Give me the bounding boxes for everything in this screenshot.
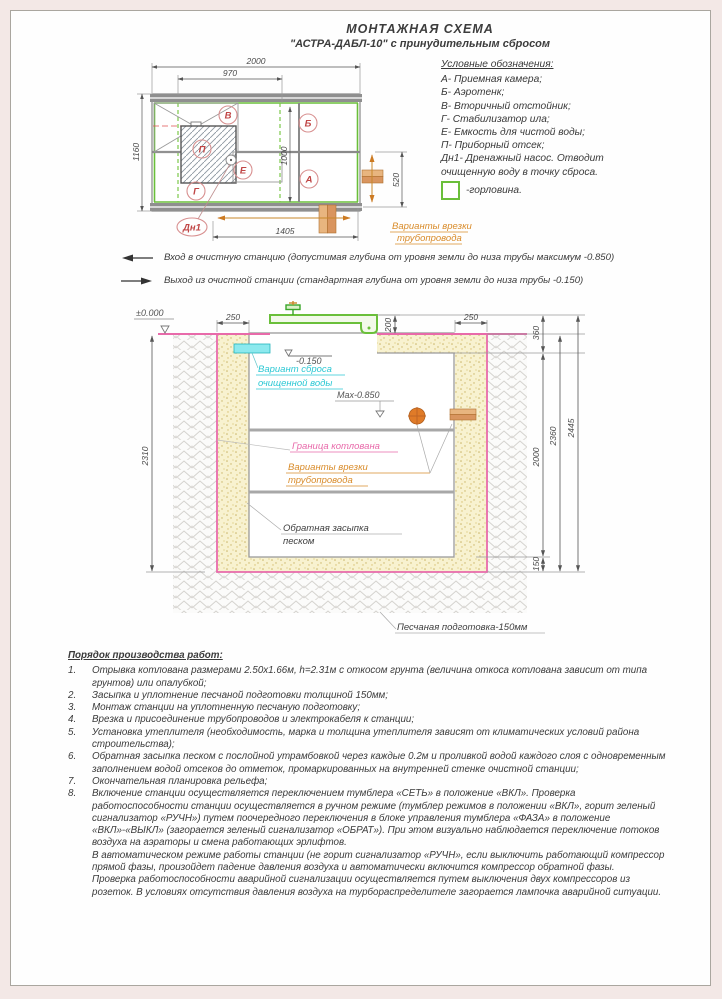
- level-max-text: Max-0.850: [337, 390, 380, 400]
- procedure-item8-paragraph2: В автоматическом режиме работы станции (не горит сигнализатор «РУЧН», если выключить работающий компрессор прямой фазы, произойдет падение давления воздуха и автоматически включится компрессор обратной фазы.: [92, 849, 665, 874]
- level-0150-text: -0.150: [296, 356, 322, 366]
- arrow-right-icon: [120, 276, 154, 286]
- legend-item-g: Г- Стабилизатор ила;: [441, 113, 550, 125]
- section-view: [134, 301, 585, 633]
- discharge-note-2: очищенной воды: [258, 378, 333, 389]
- legend-item-a: А- Приемная камера;: [441, 74, 543, 86]
- plan-view: [131, 56, 473, 244]
- label-g: Г: [193, 186, 199, 198]
- item-text: Включение станции осуществляется переключением тумблера «СЕТЬ» в положение «ВКЛ». Проверка работоспособности станции осуществляется в ручном режиме (тумблер режимов в положении «ВКЛ», горит зеленый сигнализатор «РУЧН») путем поочередного переключения в блоке управления тумблера «ФАЗА» в положение «ВКЛ»-«ВЫКЛ» (загорается зеленый сигнализатор «ОБРАТ»). При этом визуально наблюдается переключение потоков воздуха на аэраторы и смена работающих эрлифтов.: [92, 788, 660, 849]
- item-number: 8.: [68, 788, 77, 800]
- procedure-item: [68, 776, 668, 788]
- legend-gorlovina-row: [441, 181, 709, 200]
- label-p: П: [198, 144, 206, 156]
- item-number: 1.: [68, 665, 77, 677]
- section-dim-2000: 2000: [531, 447, 541, 467]
- item-number: 6.: [68, 751, 77, 763]
- inlet-pipe-horizontal: [450, 409, 476, 420]
- plan-dim-1405: 1405: [275, 226, 295, 236]
- section-dim-250-left: 250: [225, 312, 241, 322]
- procedure-item: [68, 727, 668, 752]
- plan-dim-970: 970: [222, 68, 238, 78]
- backfill-note-1: Обратная засыпка: [283, 523, 369, 534]
- outlet-note-row: [120, 275, 710, 286]
- item-number: 5.: [68, 726, 77, 738]
- item-text: Установка утеплителя (необходимость, марка и толщина утеплителя зависят от климатических условий района строительства);: [92, 726, 640, 751]
- item-text: Врезка и присоединение трубопроводов и электрокабеля к станции;: [92, 714, 415, 726]
- plan-outlet-pipe-bottom: [319, 205, 336, 233]
- sand-base-layer: [218, 557, 487, 572]
- legend-item-b: Б- Аэротенк;: [441, 87, 505, 99]
- plan-pipe-note-2: трубопровода: [397, 233, 462, 244]
- procedure-item: [68, 751, 668, 776]
- drawing-subtitle: "АСТРА-ДАБЛ-10" с принудительным сбросом: [289, 38, 551, 50]
- section-dim-360: 360: [531, 325, 541, 341]
- sand-backfill-right: [455, 334, 487, 570]
- procedure-item: [68, 788, 668, 849]
- label-a: А: [305, 174, 313, 186]
- item-number: 7.: [68, 775, 77, 787]
- vent-valve: [286, 301, 300, 315]
- arrow-left-icon: [120, 253, 154, 263]
- section-dim-2360: 2360: [548, 426, 558, 446]
- procedure-item8-paragraph3: Проверка работоспособности аварийной сигнализации осуществляется путем выключения двух компрессоров из розеток. В условиях отсутствия давления воздуха на турбораспределителе загорается лампочка аварийной ситуации.: [92, 874, 662, 898]
- legend-header: Условные обозначения:: [441, 59, 554, 70]
- drawing-title: МОНТАЖНАЯ СХЕМА: [346, 22, 494, 36]
- plan-dim-1000: 1000: [279, 146, 289, 166]
- section-dim-2445: 2445: [566, 418, 576, 438]
- work-procedure: [68, 650, 668, 899]
- inlet-note-text: Вход в очистную станцию (допустимая глубина от уровня земли до низа трубы максимум -0.850): [164, 252, 615, 263]
- title-block: [150, 22, 690, 50]
- tank-lid: [270, 315, 377, 333]
- legend-gorlovina-label: -горловина.: [466, 184, 522, 196]
- clean-water-discharge-pipe: [234, 344, 270, 353]
- plan-dim-1160: 1160: [131, 142, 141, 162]
- backfill-note-2: песком: [283, 536, 315, 547]
- legend-item-dn1-line2: очищенную воду в точку сброса.: [441, 166, 598, 178]
- item-text: Окончательная планировка рельефа;: [92, 775, 268, 787]
- label-dn1: Дн1: [183, 222, 201, 234]
- item-text: Обратная засыпка песком с послойной утрамбовкой через каждые 0.2м и проливкой водой каждого слоя с одновременным заполнением водой отсеков до отметок, промаркированных на внутренней стенке очистной станции;: [92, 751, 666, 775]
- item-text: Засыпка и уплотнение песчаной подготовки толщиной 150мм;: [92, 689, 388, 701]
- pit-boundary-note: Граница котлована: [292, 441, 380, 452]
- plan-dim-2000: 2000: [246, 56, 266, 66]
- section-dim-250-right: 250: [463, 312, 479, 322]
- section-dim-2310: 2310: [140, 446, 150, 466]
- procedure-header: Порядок производства работ:: [68, 650, 223, 661]
- item-number: 4.: [68, 714, 77, 726]
- item-text: Монтаж станции на уплотненную песчаную подготовку;: [92, 702, 361, 714]
- level-zero-text: ±0.000: [136, 308, 164, 318]
- legend-item-e: Е- Емкость для чистой воды;: [441, 127, 585, 139]
- label-b: Б: [304, 118, 312, 130]
- discharge-note-1: Вариант сброса: [258, 364, 332, 375]
- plan-pipe-note-1: Варианты врезки: [392, 221, 472, 232]
- inlet-note-row: [120, 252, 710, 263]
- gorlovina-swatch-icon: [441, 181, 460, 200]
- label-v: В: [224, 110, 232, 122]
- legend-item-dn1-line1: Дн1- Дренажный насос. Отводит: [441, 153, 604, 165]
- legend: [441, 58, 709, 200]
- item-text: Отрывка котлована размерами 2.50х1.66м, h=2.31м с откосом грунта (величина откоса котлована зависит от типа грунтов) или опалубкой;: [92, 665, 648, 689]
- procedure-item: [68, 665, 668, 690]
- section-dim-150: 150: [531, 556, 541, 572]
- sand-base-note: Песчаная подготовка-150мм: [397, 622, 528, 633]
- item-number: 3.: [68, 702, 77, 714]
- procedure-item: [68, 714, 668, 726]
- sand-backfill-left: [218, 334, 249, 570]
- legend-item-v: В- Вторичный отстойник;: [441, 100, 571, 112]
- pipe-variants-note-2: трубопровода: [288, 475, 353, 486]
- plan-dim-520: 520: [391, 172, 401, 188]
- legend-item-p: П- Приборный отсек;: [441, 140, 545, 152]
- procedure-item: [68, 690, 668, 702]
- label-e: Е: [239, 165, 247, 177]
- item-number: 2.: [68, 689, 77, 701]
- procedure-item: [68, 702, 668, 714]
- outlet-note-text: Выход из очистной станции (стандартная глубина от уровня земли до низа трубы -0.150): [164, 275, 584, 286]
- pipe-variants-note-1: Варианты врезки: [288, 462, 368, 473]
- section-dim-200: 200: [383, 317, 393, 333]
